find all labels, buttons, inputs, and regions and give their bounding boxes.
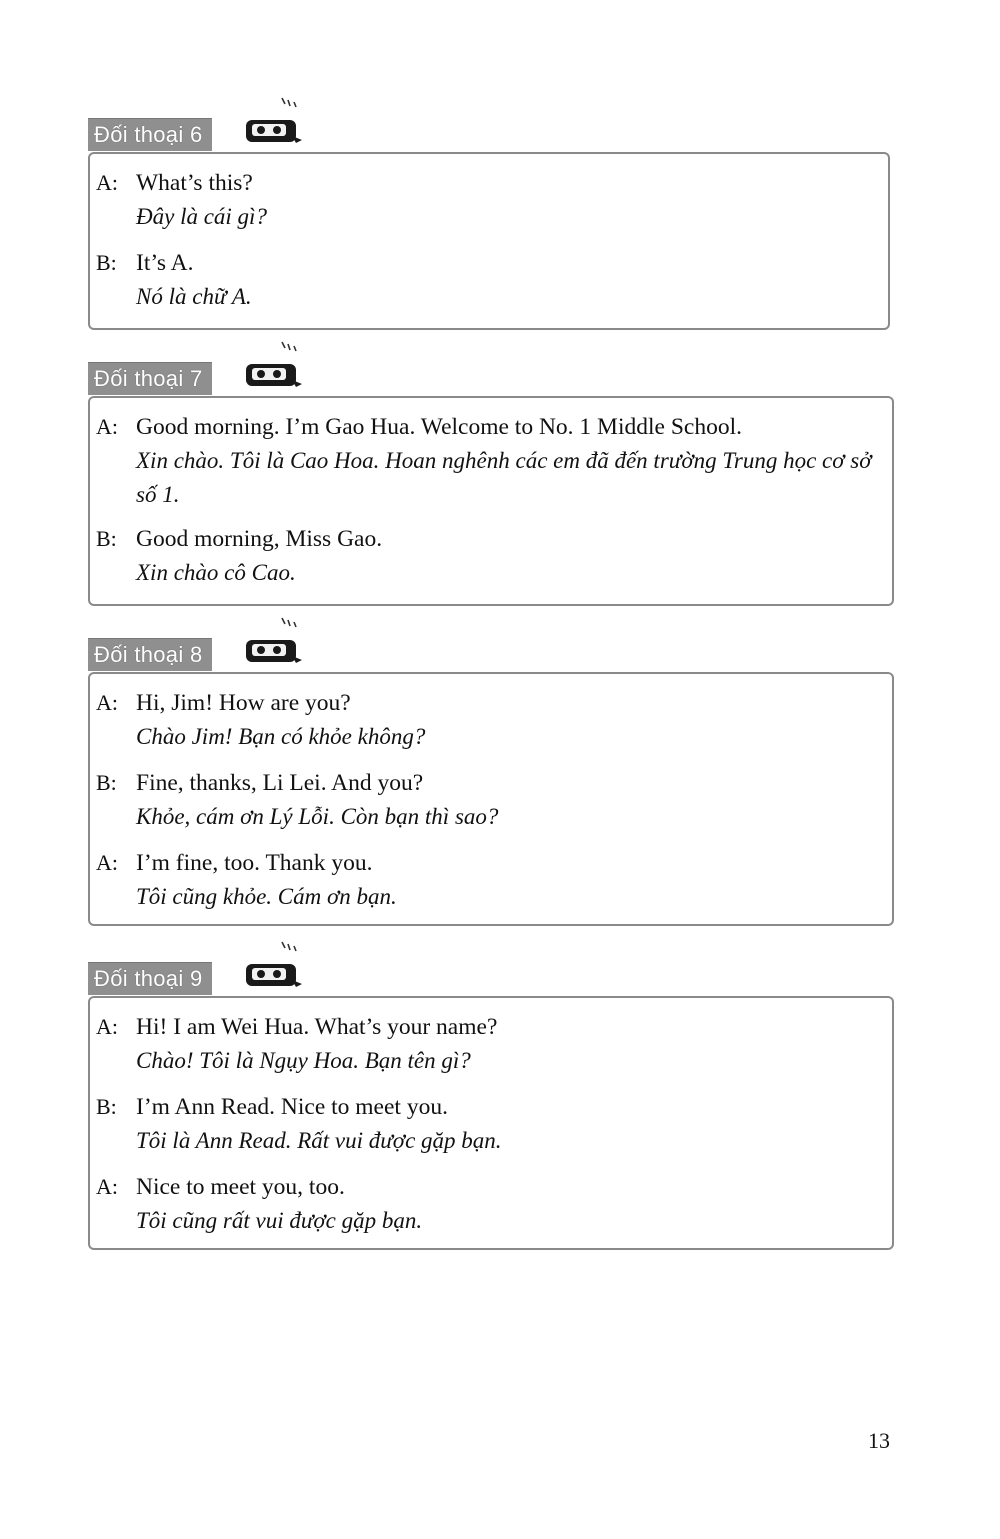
dialogue-line [96, 166, 878, 234]
vietnamese-text: Xin chào cô Cao. [136, 560, 296, 585]
dialogue-header [88, 638, 894, 672]
english-text: Hi! I am Wei Hua. What’s your name? [136, 1014, 498, 1040]
speaker-label: B: [96, 250, 117, 275]
vietnamese-text: Nó là chữ A. [136, 284, 252, 309]
dialogue-line [96, 846, 882, 914]
dialogue-7 [88, 362, 894, 606]
dialogue-line [96, 246, 878, 314]
english-text: It’s A. [136, 250, 194, 276]
dialogue-line [96, 766, 882, 834]
speaker-label: A: [96, 1174, 118, 1199]
vietnamese-text: Khỏe, cám ơn Lý Lỗi. Còn bạn thì sao? [136, 804, 499, 829]
dialogue-line [96, 686, 882, 754]
dialogue-box [88, 672, 894, 926]
speaker-label: B: [96, 770, 117, 795]
dialogue-header [88, 962, 894, 996]
vietnamese-text: Tôi cũng khỏe. Cám ơn bạn. [136, 884, 397, 909]
english-text: What’s this? [136, 170, 253, 196]
page-number: 13 [868, 1428, 890, 1453]
vietnamese-text: Tôi là Ann Read. Rất vui được gặp bạn. [136, 1128, 502, 1153]
speaker-label: A: [96, 414, 118, 439]
dialogue-header [88, 118, 894, 152]
speaker-label: A: [96, 1014, 118, 1039]
dialogue-box [88, 152, 890, 330]
dialogue-line [96, 410, 882, 512]
dialogue-line [96, 1170, 882, 1238]
dialogue-title: Đối thoại 8 [88, 638, 212, 671]
vietnamese-text: Tôi cũng rất vui được gặp bạn. [136, 1208, 423, 1233]
dialogue-box [88, 396, 894, 606]
dialogue-header [88, 362, 894, 396]
vietnamese-text: Xin chào. Tôi là Cao Hoa. Hoan nghênh các em đã đến trường Trung học cơ sở số 1. [136, 448, 872, 507]
dialogue-line [96, 522, 882, 590]
speaker-label: A: [96, 690, 118, 715]
vietnamese-text: Chào Jim! Bạn có khỏe không? [136, 724, 426, 749]
speaker-label: B: [96, 526, 117, 551]
english-text: I’m fine, too. Thank you. [136, 850, 373, 876]
dialogue-8 [88, 638, 894, 926]
english-text: Hi, Jim! How are you? [136, 690, 351, 716]
dialogue-title: Đối thoại 9 [88, 962, 212, 995]
dialogue-6 [88, 118, 894, 330]
english-text: Nice to meet you, too. [136, 1174, 345, 1200]
english-text: Good morning, Miss Gao. [136, 526, 383, 552]
dialogue-9 [88, 962, 894, 1250]
english-text: Fine, thanks, Li Lei. And you? [136, 770, 424, 796]
cassette-icon[interactable] [244, 96, 306, 148]
dialogue-box [88, 996, 894, 1250]
speaker-label: A: [96, 850, 118, 875]
cassette-icon[interactable] [244, 616, 306, 668]
vietnamese-text: Đây là cái gì? [136, 204, 267, 229]
dialogue-title: Đối thoại 7 [88, 362, 212, 395]
speaker-label: B: [96, 1094, 117, 1119]
vietnamese-text: Chào! Tôi là Ngụy Hoa. Bạn tên gì? [136, 1048, 471, 1073]
cassette-icon[interactable] [244, 340, 306, 392]
dialogue-title: Đối thoại 6 [88, 118, 212, 151]
english-text: Good morning. I’m Gao Hua. Welcome to No. 1 Middle School. [136, 414, 742, 440]
english-text: I’m Ann Read. Nice to meet you. [136, 1094, 448, 1120]
speaker-label: A: [96, 170, 118, 195]
dialogue-line [96, 1010, 882, 1078]
dialogue-line [96, 1090, 882, 1158]
cassette-icon[interactable] [244, 940, 306, 992]
